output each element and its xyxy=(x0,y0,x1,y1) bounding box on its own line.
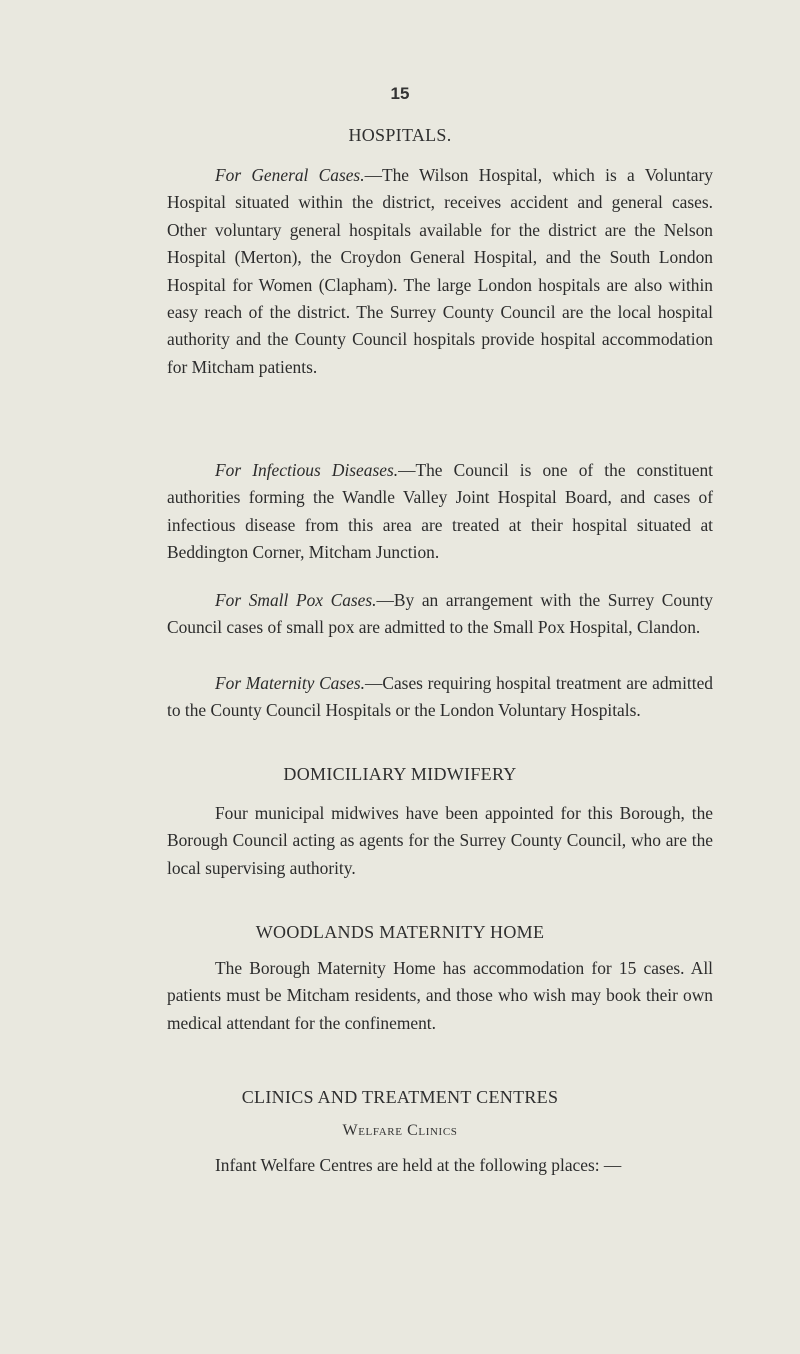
infectious-diseases-text: —The Council is one of the constituent authorities forming the Wandle Valley Joint Hospital Board, and cases of infectious disease from this area are treated at their hospital situated at Beddington Corner, Mitcham Junction. xyxy=(167,460,713,563)
woodlands-heading: WOODLANDS MATERNITY HOME xyxy=(255,922,545,942)
infectious-diseases-lead: For Infectious Diseases. xyxy=(215,460,399,480)
maternity-cases-text: —Cases requiring hospital treatment are admitted to the County Council Hospitals or the London Voluntary Hospitals. xyxy=(167,673,713,721)
general-cases-lead: For General Cases. xyxy=(215,165,365,185)
midwifery-paragraph xyxy=(167,800,713,882)
maternity-cases-paragraph xyxy=(167,670,713,725)
page-number: 15 xyxy=(390,84,410,103)
infectious-diseases-paragraph xyxy=(167,457,713,567)
small-pox-paragraph xyxy=(167,587,713,642)
hospitals-heading: HOSPITALS. xyxy=(348,125,452,145)
clinics-text: Infant Welfare Centres are held at the following places: — xyxy=(215,1155,622,1175)
general-cases-text: —The Wilson Hospital, which is a Voluntary Hospital situated within the district, receives accident and general cases. Other voluntary general hospitals available for the district are the Nelson Hospital (Merton), the Croydon General Hospital, and the South London Hospital for Women (Clapham). The large London hospitals are also within easy reach of the district. The Surrey County Council are the local hospital authority and the County Council hospitals provide hospital accommodation for Mitcham patients. xyxy=(167,165,714,377)
general-cases-paragraph xyxy=(167,162,713,381)
welfare-clinics-subheading: Welfare Clinics xyxy=(342,1122,458,1139)
small-pox-lead: For Small Pox Cases. xyxy=(215,590,377,610)
woodlands-paragraph xyxy=(167,955,713,1037)
midwifery-text: Four municipal midwives have been appointed for this Borough, the Borough Council acting as agents for the Surrey County Council, who are the local supervising authority. xyxy=(167,803,713,878)
clinics-paragraph xyxy=(167,1152,713,1179)
maternity-cases-lead: For Maternity Cases. xyxy=(215,673,365,693)
midwifery-heading: DOMICILIARY MIDWIFERY xyxy=(283,764,517,784)
clinics-heading: CLINICS AND TREATMENT CENTRES xyxy=(241,1087,559,1107)
woodlands-text: The Borough Maternity Home has accommodation for 15 cases. All patients must be Mitcham residents, and those who wish may book their own medical attendant for the confinement. xyxy=(167,958,713,1033)
small-pox-text: —By an arrangement with the Surrey County Council cases of small pox are admitted to the Small Pox Hospital, Clandon. xyxy=(167,590,713,638)
